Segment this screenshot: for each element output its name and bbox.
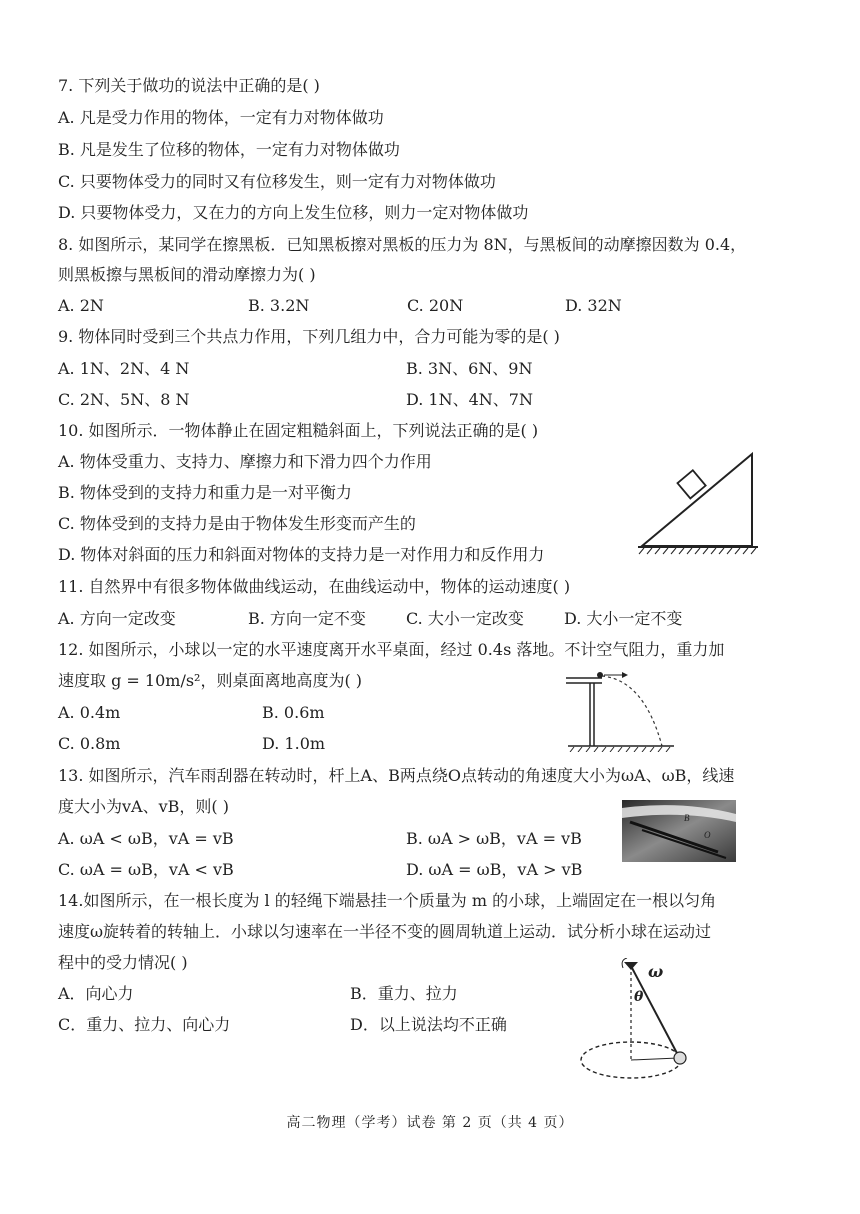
q9-option-a: A. 1N、2N、4 N <box>58 359 190 378</box>
q8-stem-line2: 则黑板擦与黑板间的滑动摩擦力为( ) <box>58 265 316 284</box>
q10-option-c: C. 物体受到的支持力是由于物体发生形变而产生的 <box>58 514 416 533</box>
q10-option-d: D. 物体对斜面的压力和斜面对物体的支持力是一对作用力和反作用力 <box>58 545 545 564</box>
q8-option-a: A. 2N <box>58 296 104 315</box>
q13-option-d: D. ωA = ωB，vA > vB <box>406 860 583 879</box>
q8-option-d: D. 32N <box>565 296 622 315</box>
ball-shape <box>597 672 603 678</box>
q10-option-b: B. 物体受到的支持力和重力是一对平衡力 <box>58 483 352 502</box>
q13-option-b: B. ωA > ωB，vA = vB <box>406 829 582 848</box>
q8-option-c: C. 20N <box>407 296 464 315</box>
q9-option-d: D. 1N、4N、7N <box>406 390 533 409</box>
q13-option-c: C. ωA = ωB，vA < vB <box>58 860 234 879</box>
omega-label: ω <box>648 962 664 981</box>
q7-option-b: B. 凡是发生了位移的物体，一定有力对物体做功 <box>58 140 400 159</box>
q9-stem: 9. 物体同时受到三个共点力作用，下列几组力中，合力可能为零的是( ) <box>58 327 560 346</box>
q14-stem-line2: 速度ω旋转着的转轴上．小球以匀速率在一半径不变的圆周轨道上运动．试分析小球在运动过 <box>58 922 712 941</box>
q14-stem-line3: 程中的受力情况( ) <box>58 953 188 972</box>
q12-option-b: B. 0.6m <box>262 703 325 722</box>
block-shape <box>677 470 705 498</box>
theta-label: θ <box>634 989 644 1005</box>
q14-stem-line1: 14.如图所示，在一根长度为 l 的轻绳下端悬挂一个质量为 m 的小球，上端固定在一根以匀角 <box>58 891 717 910</box>
q8-option-b: B. 3.2N <box>248 296 310 315</box>
q13-stem-line1: 13. 如图所示，汽车雨刮器在转动时，杆上A、B两点绕O点转动的角速度大小为ωA、ωB，线速 <box>58 766 735 785</box>
q9-option-c: C. 2N、5N、8 N <box>58 390 190 409</box>
q12-stem-line1: 12. 如图所示，小球以一定的水平速度离开水平桌面，经过 0.4s 落地。不计空气阻力，重力加 <box>58 640 725 659</box>
q11-option-b: B. 方向一定不变 <box>248 609 366 628</box>
q12-option-a: A. 0.4m <box>58 703 121 722</box>
q12-stem-line2: 速度取 g = 10m/s²，则桌面离地高度为( ) <box>58 671 363 690</box>
q13-stem-line2: 度大小为vA、vB，则( ) <box>58 797 229 816</box>
q8-stem-line1: 8. 如图所示，某同学在擦黑板．已知黑板擦对黑板的压力为 8N，与黑板间的动摩擦因数为 0.4， <box>58 235 747 254</box>
q14-option-b: B．重力、拉力 <box>350 984 458 1003</box>
projectile-figure <box>564 666 682 752</box>
q10-stem: 10. 如图所示．一物体静止在固定粗糙斜面上，下列说法正确的是( ) <box>58 421 539 440</box>
q10-option-a: A. 物体受重力、支持力、摩擦力和下滑力四个力作用 <box>58 452 432 471</box>
q11-option-c: C. 大小一定改变 <box>406 609 524 628</box>
q12-option-d: D. 1.0m <box>262 734 326 753</box>
wiper-label-o: O <box>704 830 711 840</box>
wiper-figure <box>622 800 736 862</box>
q7-stem: 7. 下列关于做功的说法中正确的是( ) <box>58 76 320 95</box>
q7-option-a: A. 凡是受力作用的物体，一定有力对物体做功 <box>58 108 384 127</box>
q12-option-c: C. 0.8m <box>58 734 121 753</box>
conical-pendulum-figure <box>576 958 696 1086</box>
q11-stem: 11. 自然界中有很多物体做曲线运动，在曲线运动中，物体的运动速度( ) <box>58 577 571 596</box>
q7-option-d: D. 只要物体受力，又在力的方向上发生位移，则力一定对物体做功 <box>58 203 529 222</box>
incline-figure <box>636 446 762 556</box>
q13-option-a: A. ωA < ωB，vA = vB <box>58 829 234 848</box>
pendulum-ball-shape <box>674 1052 686 1064</box>
q14-option-a: A．向心力 <box>58 984 134 1003</box>
q9-option-b: B. 3N、6N、9N <box>406 359 533 378</box>
q14-option-d: D．以上说法均不正确 <box>350 1015 507 1034</box>
q14-option-c: C．重力、拉力、向心力 <box>58 1015 231 1034</box>
q11-option-d: D. 大小一定不变 <box>564 609 683 628</box>
wiper-label-b: B <box>684 813 690 823</box>
page-footer: 高二物理（学考）试卷 第 2 页（共 4 页） <box>286 1115 574 1131</box>
q7-option-c: C. 只要物体受力的同时又有位移发生，则一定有力对物体做功 <box>58 172 496 191</box>
q11-option-a: A. 方向一定改变 <box>58 609 176 628</box>
